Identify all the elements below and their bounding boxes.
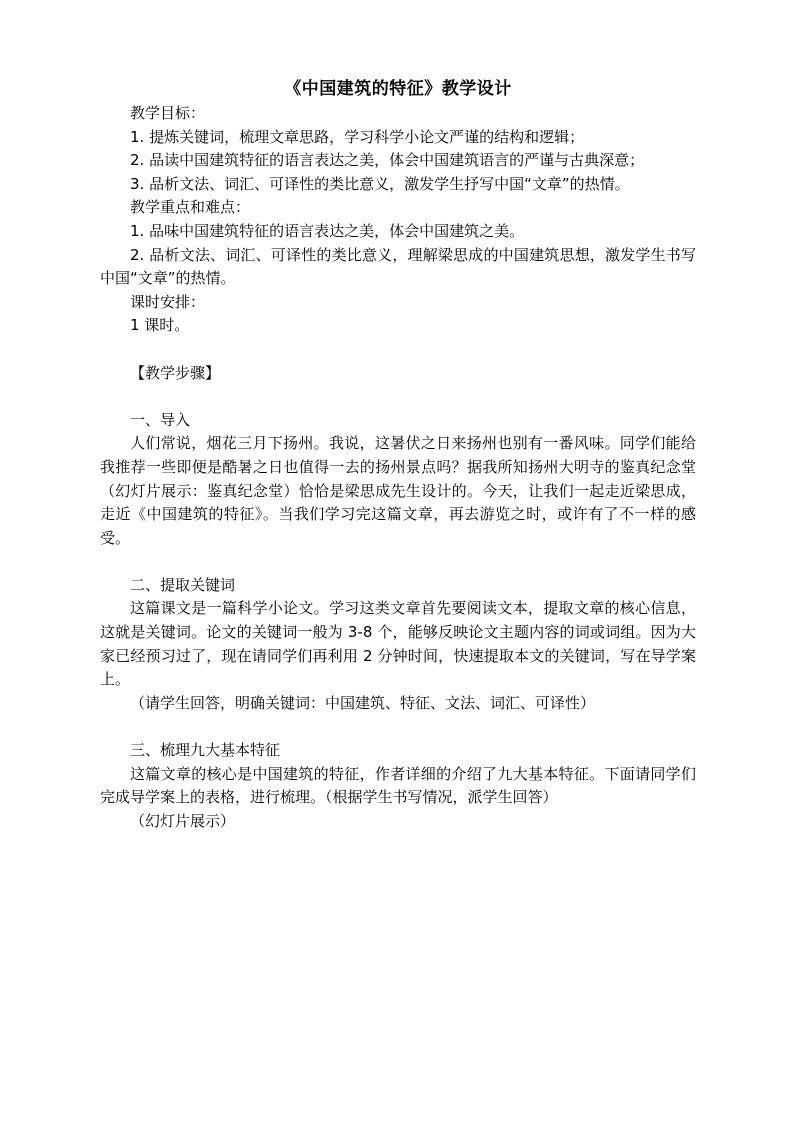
objective-item-1: 1. 提炼关键词，梳理文章思路，学习科学小论文严谨的结构和逻辑； xyxy=(130,127,585,146)
spacer xyxy=(100,385,696,409)
section-keywords-paragraph: 这篇课文是一篇科学小论文。学习这类文章首先要阅读文本，提取文章的核心信息，这就是关键词。论文的关键词一般为 3-8 个，能够反映论文主题内容的词或词组。因为大家已经预习过了，现在请同学们再利用 2 分钟时间，快速提取本文的关键词，写在导学案上。 xyxy=(100,599,696,689)
spacer xyxy=(100,715,696,739)
document-title: 《中国建筑的特征》教学设计 xyxy=(284,79,512,99)
schedule-value: 1 课时。 xyxy=(130,316,190,335)
section-features-note: （幻灯片展示） xyxy=(130,811,236,830)
section-features-paragraph: 这篇文章的核心是中国建筑的特征，作者详细的介绍了九大基本特征。下面请同学们完成导学案上的表格，进行梳理。（根据学生书写情况，派学生回答） xyxy=(100,764,696,807)
section-heading-keywords: 二、提取关键词 xyxy=(130,575,236,594)
objective-item-2: 2. 品读中国建筑特征的语言表达之美，体会中国建筑语言的严谨与古典深意； xyxy=(130,151,645,170)
key-point-item-1: 1. 品味中国建筑特征的语言表达之美，体会中国建筑之美。 xyxy=(130,221,525,240)
section-keywords-note: （请学生回答，明确关键词：中国建筑、特征、文法、词汇、可译性） xyxy=(130,693,596,712)
schedule-heading: 课时安排： xyxy=(130,292,206,311)
steps-heading: 【教学步骤】 xyxy=(130,363,221,382)
key-points-heading: 教学重点和难点： xyxy=(130,198,251,217)
spacer xyxy=(100,338,696,362)
section-intro-paragraph: 人们常说，烟花三月下扬州。我说，这暑伏之日来扬州也别有一番风味。同学们能给我推荐一些即便是酷暑之日也值得一去的扬州景点吗？据我所知扬州大明寺的鉴真纪念堂（幻灯片展示：鉴真纪念堂）恰恰是梁思成先生设计的。今天，让我们一起走近梁思成，走近《中国建筑的特征》。当我们学习完这篇文章，再去游览之时，或许有了不一样的感受。 xyxy=(100,434,696,547)
document-page xyxy=(100,76,696,833)
section-heading-features: 三、梳理九大基本特征 xyxy=(130,741,281,760)
section-heading-intro: 一、导入 xyxy=(130,410,191,429)
spacer xyxy=(100,550,696,574)
key-point-item-2: 2. 品析文法、词汇、可译性的类比意义，理解梁思成的中国建筑思想，激发学生书写中国“文章”的热情。 xyxy=(100,245,696,288)
objectives-heading: 教学目标： xyxy=(130,104,206,122)
objective-item-3: 3. 品析文法、词汇、可译性的类比意义，激发学生抒写中国“文章”的热情。 xyxy=(130,174,630,193)
